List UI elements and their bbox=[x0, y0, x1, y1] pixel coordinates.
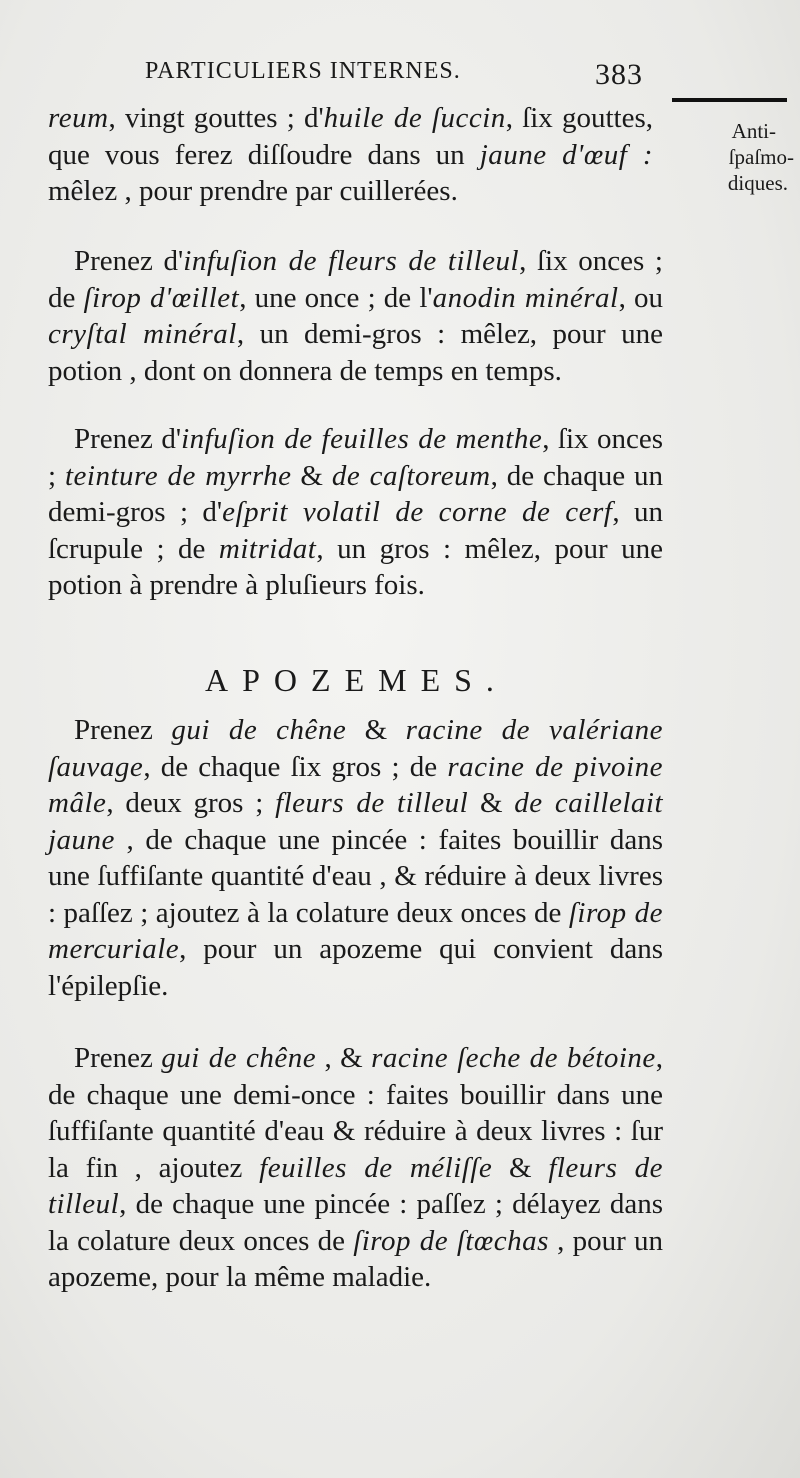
text-run: Prenez d' bbox=[74, 423, 182, 455]
text-run: , de chaque un demi-gros ; d' bbox=[48, 459, 663, 528]
recipe-paragraph bbox=[48, 421, 663, 604]
text-run: , vingt gouttes ; d' bbox=[108, 102, 324, 134]
italic-term: gui de chêne bbox=[171, 714, 347, 746]
margin-note-line: ſpaſmo- bbox=[728, 145, 794, 169]
recipe-paragraph bbox=[48, 712, 663, 1004]
italic-term: mitridat bbox=[218, 532, 317, 565]
italic-term: fleurs de tilleul bbox=[275, 787, 469, 819]
text-run: Prenez d' bbox=[74, 245, 184, 277]
text-run: , ſix onces ; de bbox=[48, 245, 663, 314]
text-run: , pour un apozeme, pour la même maladie. bbox=[48, 1224, 663, 1293]
italic-term: racine de pivoine mâle bbox=[48, 750, 663, 819]
italic-term: ſirop de ſtœchas bbox=[353, 1224, 549, 1257]
italic-term: cryſtal minéral bbox=[48, 318, 237, 350]
italic-term: teinture de myrrhe bbox=[64, 459, 292, 492]
text-run: & bbox=[346, 714, 406, 746]
text-run: , de chaque une demi-once : faites bouillir dans une ſuffiſante quantité d'eau & réduire à deux livres : ſur la fin , ajoutez bbox=[48, 1042, 663, 1184]
italic-term: gui de chêne bbox=[161, 1042, 317, 1074]
italic-term: infuſion de fleurs de tilleul bbox=[183, 245, 520, 277]
italic-term: eſprit volatil de corne de cerf bbox=[222, 496, 613, 528]
text-run: , une once ; de l' bbox=[239, 281, 433, 314]
italic-term: de caillelait jaune bbox=[48, 787, 664, 856]
text-run: , de chaque une pincée : paſſez ; délayez dans la colature deux onces de bbox=[48, 1188, 663, 1257]
italic-term: feuilles de méliſſe bbox=[259, 1151, 493, 1184]
text-run: , ſix gouttes, que vous ferez diſſoudre dans un bbox=[48, 102, 653, 171]
page-number: 383 bbox=[595, 58, 643, 91]
text-run: , deux gros ; bbox=[106, 787, 276, 819]
italic-term: anodin minéral bbox=[432, 281, 619, 314]
italic-term: ſirop de mercuriale bbox=[48, 896, 664, 965]
text-run: Prenez bbox=[74, 714, 172, 746]
text-run: & bbox=[291, 459, 332, 492]
text-run: mêlez , pour prendre par cuillerées. bbox=[48, 175, 458, 207]
italic-term: racine ſeche de bétoine bbox=[371, 1042, 656, 1074]
italic-term: jaune d'œuf : bbox=[479, 138, 653, 171]
italic-term: ſirop d'œillet bbox=[83, 281, 240, 314]
margin-note-line: Anti- bbox=[731, 119, 776, 143]
text-run: Prenez bbox=[74, 1042, 162, 1074]
text-run: , ſix onces ; bbox=[48, 423, 663, 492]
text-run: , de chaque une pincée : faites bouillir dans une ſuffiſante quantité d'eau , & réduire à deux livres : paſſez ; ajoutez à la colature deux onces de bbox=[48, 823, 663, 929]
text-run: , & bbox=[316, 1042, 372, 1074]
section-heading: APOZEMES. bbox=[205, 662, 508, 698]
text-run: , de chaque ſix gros ; de bbox=[143, 750, 448, 783]
text-run: , ou bbox=[618, 281, 663, 314]
text-run: , pour un apozeme qui convient dans l'épilepſie. bbox=[48, 933, 663, 1002]
italic-term: huile de ſuccin bbox=[323, 102, 506, 134]
margin-note-line: diques. bbox=[727, 171, 788, 195]
text-run: & bbox=[492, 1151, 549, 1184]
italic-term: de caſtoreum bbox=[331, 459, 491, 492]
running-head bbox=[145, 58, 665, 91]
margin-rule bbox=[672, 98, 787, 102]
text-run: , un demi-gros : mêlez, pour une potion , dont on donnera de temps en temps. bbox=[48, 318, 663, 387]
recipe-paragraph bbox=[48, 243, 663, 389]
italic-term: reum bbox=[48, 102, 109, 134]
italic-term: racine de valériane ſauvage bbox=[48, 714, 664, 783]
italic-term: fleurs de tilleul bbox=[48, 1151, 663, 1220]
margin-note bbox=[648, 118, 798, 196]
text-run: , un ſcrupule ; de bbox=[48, 496, 663, 565]
italic-term: infuſion de feuilles de menthe bbox=[181, 423, 543, 455]
paragraph-continuation bbox=[48, 100, 653, 210]
text-run: , un gros : mêlez, pour une potion à prendre à pluſieurs fois. bbox=[48, 532, 663, 601]
running-title: PARTICULIERS INTERNES. bbox=[145, 58, 461, 84]
text-run: & bbox=[468, 787, 515, 819]
recipe-paragraph bbox=[48, 1040, 663, 1296]
